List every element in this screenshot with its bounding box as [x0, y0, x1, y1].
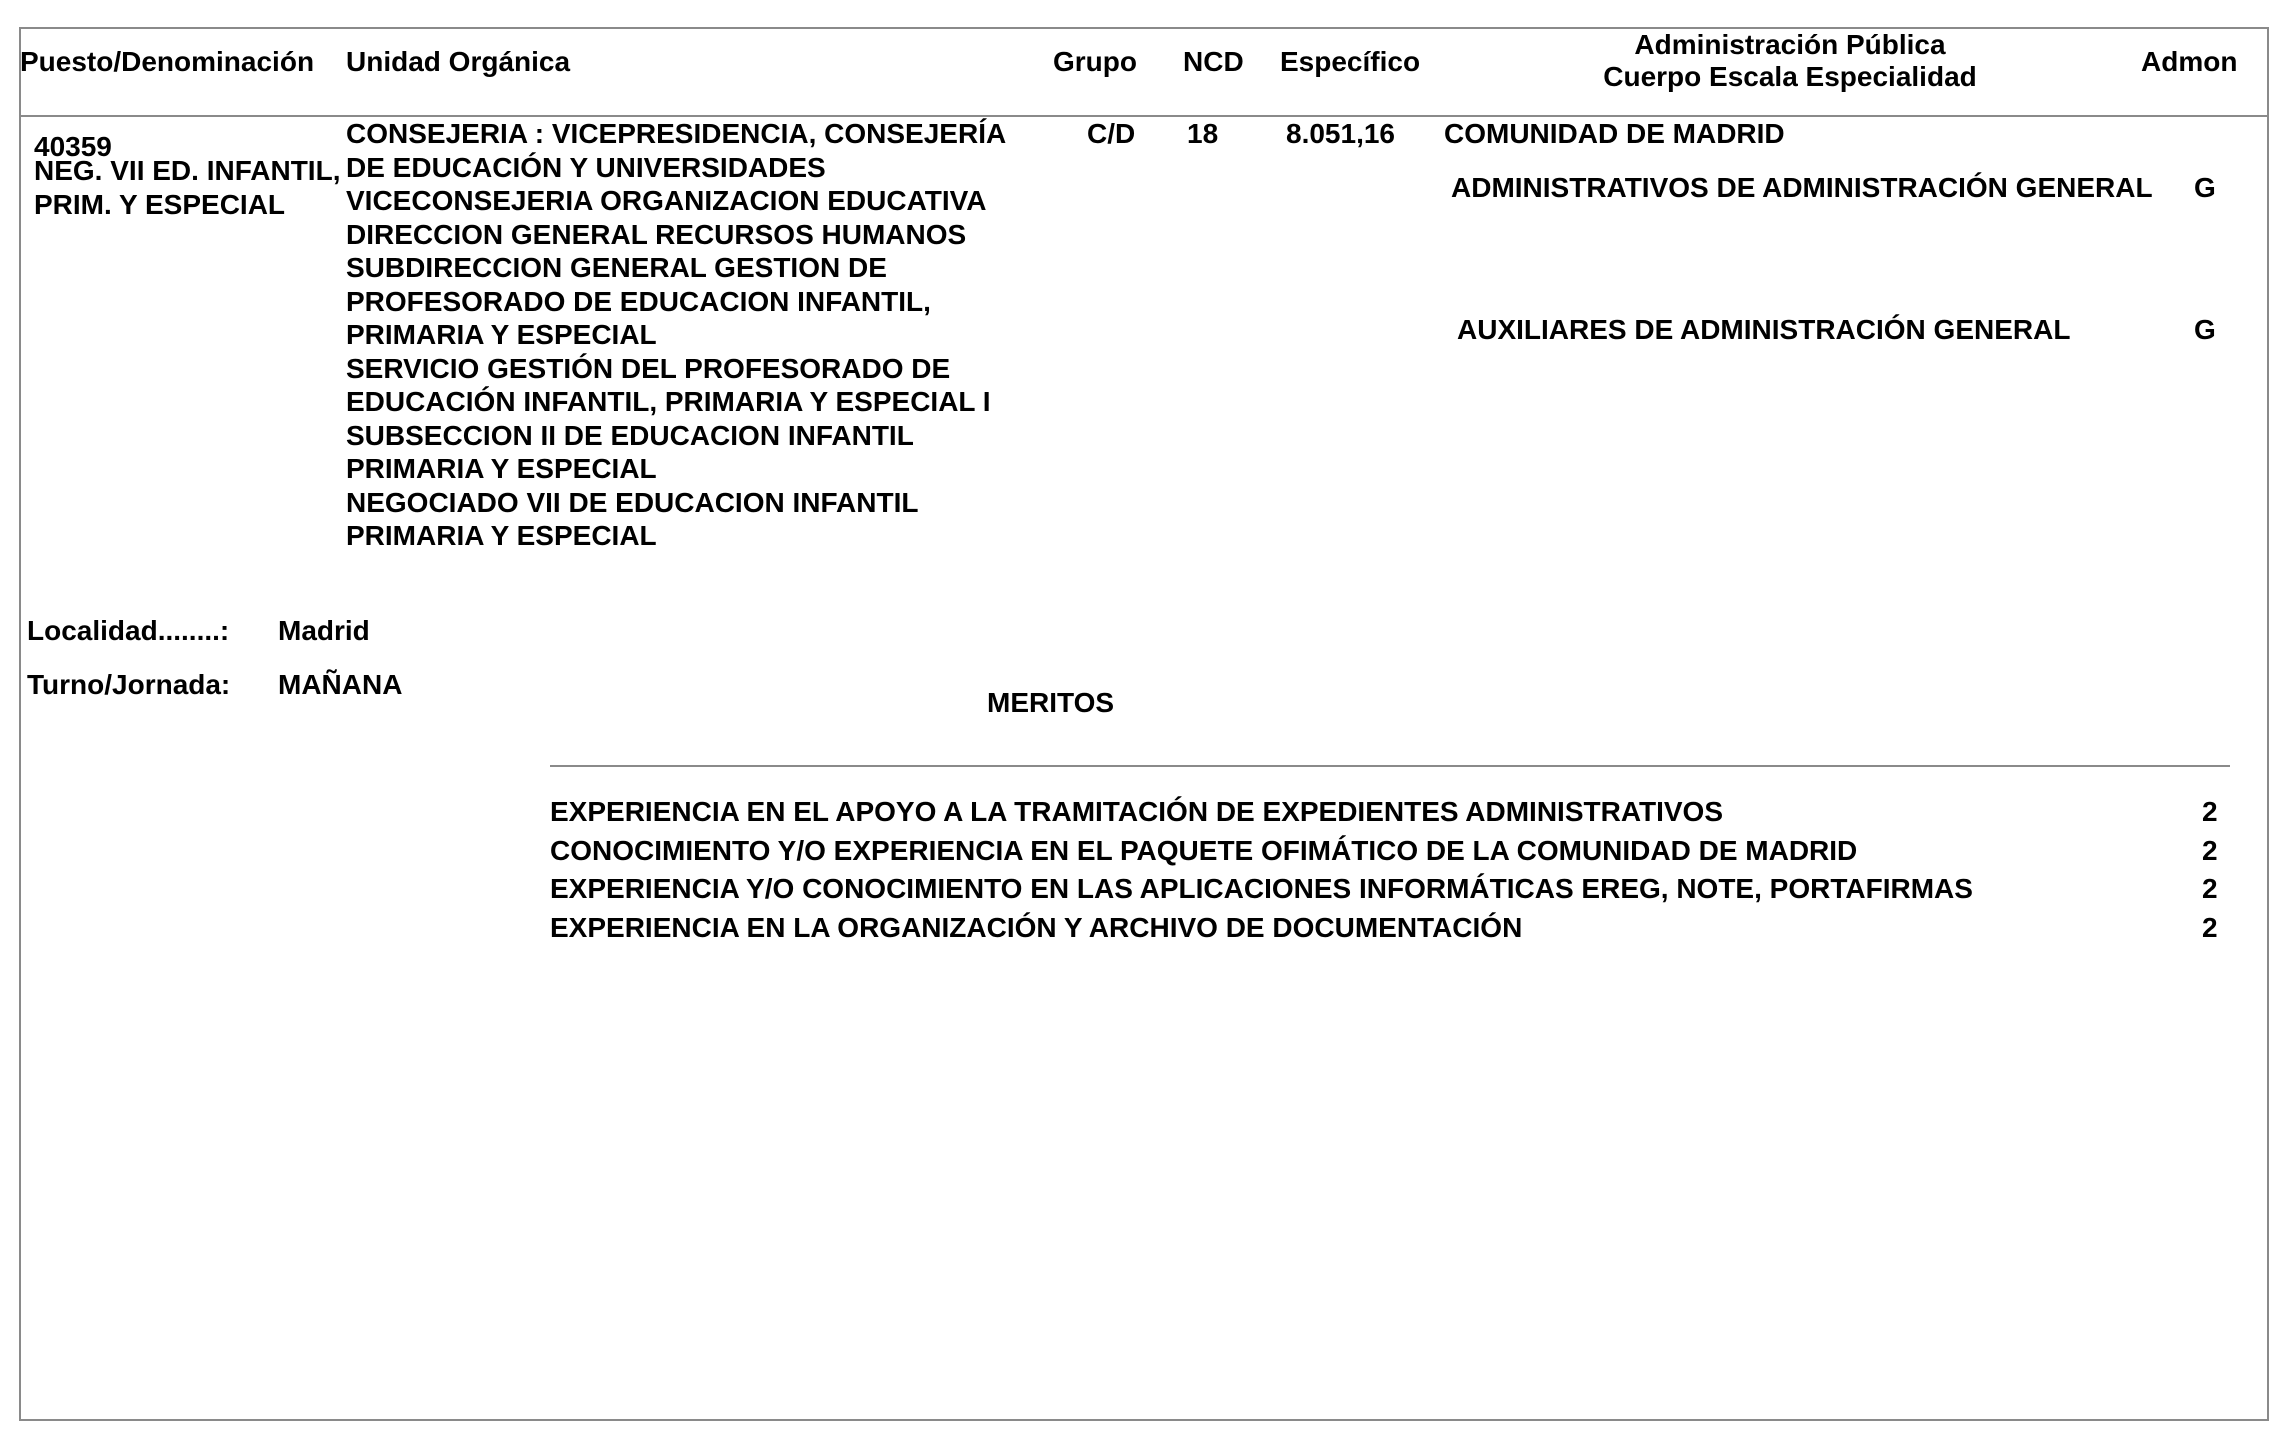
unidad-line: PRIMARIA Y ESPECIAL	[346, 319, 657, 350]
unidad-line: CONSEJERIA : VICEPRESIDENCIA, CONSEJERÍA	[346, 118, 1007, 149]
unidad-line: PROFESORADO DE EDUCACION INFANTIL,	[346, 285, 931, 317]
header-admon: Admon	[2141, 46, 2238, 77]
puesto-denominacion-line: NEG. VII ED. INFANTIL,	[34, 155, 341, 186]
especifico-value: 8.051,16	[1286, 118, 1395, 149]
localidad-label: Localidad........:	[27, 615, 230, 646]
unidad-line: NEGOCIADO VII DE EDUCACION INFANTIL	[346, 486, 919, 518]
grupo-value: C/D	[1087, 118, 1136, 149]
header-ncd: NCD	[1183, 46, 1244, 77]
unidad-line: PRIMARIA Y ESPECIAL	[346, 520, 657, 551]
cuerpo-1-admon: G	[2194, 172, 2216, 203]
ncd-value: 18	[1187, 118, 1219, 149]
meritos-title: MERITOS	[987, 687, 1115, 718]
unidad-line: DE EDUCACIÓN Y UNIVERSIDADES	[346, 151, 826, 183]
unidad-line: SERVICIO GESTIÓN DEL PROFESORADO DE	[346, 352, 951, 384]
merito-text: EXPERIENCIA Y/O CONOCIMIENTO EN LAS APLICACIONES INFORMÁTICAS EREG, NOTE, PORTAFIRMAS	[550, 873, 1973, 904]
puesto-codigo: 40359	[34, 131, 112, 162]
unidad-line: EDUCACIÓN INFANTIL, PRIMARIA Y ESPECIAL I	[346, 386, 991, 417]
puesto-denominacion-line: PRIM. Y ESPECIAL	[34, 188, 286, 220]
cuerpo-1-nombre: ADMINISTRATIVOS DE ADMINISTRACIÓN GENERAL	[1451, 172, 2153, 203]
unidad-line: SUBSECCION II DE EDUCACION INFANTIL	[346, 419, 914, 451]
merito-points: 2	[2202, 873, 2218, 904]
puesto-denominacion	[34, 154, 340, 221]
cuerpo-2-admon: G	[2194, 314, 2216, 345]
turno-label: Turno/Jornada:	[27, 669, 231, 700]
meritos-divider	[550, 765, 2230, 767]
cuerpo-2-nombre: AUXILIARES DE ADMINISTRACIÓN GENERAL	[1457, 314, 2071, 345]
turno-value: MAÑANA	[278, 669, 403, 700]
merito-points: 2	[2202, 912, 2218, 943]
header-admin-publica: Administración Pública	[1634, 29, 1946, 60]
unidad-line: PRIMARIA Y ESPECIAL	[346, 453, 657, 484]
localidad-value: Madrid	[278, 615, 370, 646]
unidad-line: DIRECCION GENERAL RECURSOS HUMANOS	[346, 218, 967, 250]
header-grupo: Grupo	[1053, 46, 1137, 77]
merito-text: EXPERIENCIA EN LA ORGANIZACIÓN Y ARCHIVO DE DOCUMENTACIÓN	[550, 912, 1523, 943]
header-cuerpo-escala: Cuerpo Escala Especialidad	[1603, 61, 1977, 92]
merito-text: CONOCIMIENTO Y/O EXPERIENCIA EN EL PAQUETE OFIMÁTICO DE LA COMUNIDAD DE MADRID	[550, 835, 1858, 866]
header-especifico: Específico	[1280, 46, 1421, 77]
unidad-line: SUBDIRECCION GENERAL GESTION DE	[346, 252, 887, 283]
unidad-line: VICECONSEJERIA ORGANIZACION EDUCATIVA	[346, 185, 987, 216]
header-unidad: Unidad Orgánica	[346, 46, 571, 77]
merito-points: 2	[2202, 835, 2218, 866]
administracion-value: COMUNIDAD DE MADRID	[1444, 118, 1785, 149]
merito-points: 2	[2202, 796, 2218, 827]
unidad-organica	[346, 117, 1006, 553]
merito-text: EXPERIENCIA EN EL APOYO A LA TRAMITACIÓN DE EXPEDIENTES ADMINISTRATIVOS	[550, 796, 1723, 827]
header-puesto: Puesto/Denominación	[20, 46, 315, 77]
